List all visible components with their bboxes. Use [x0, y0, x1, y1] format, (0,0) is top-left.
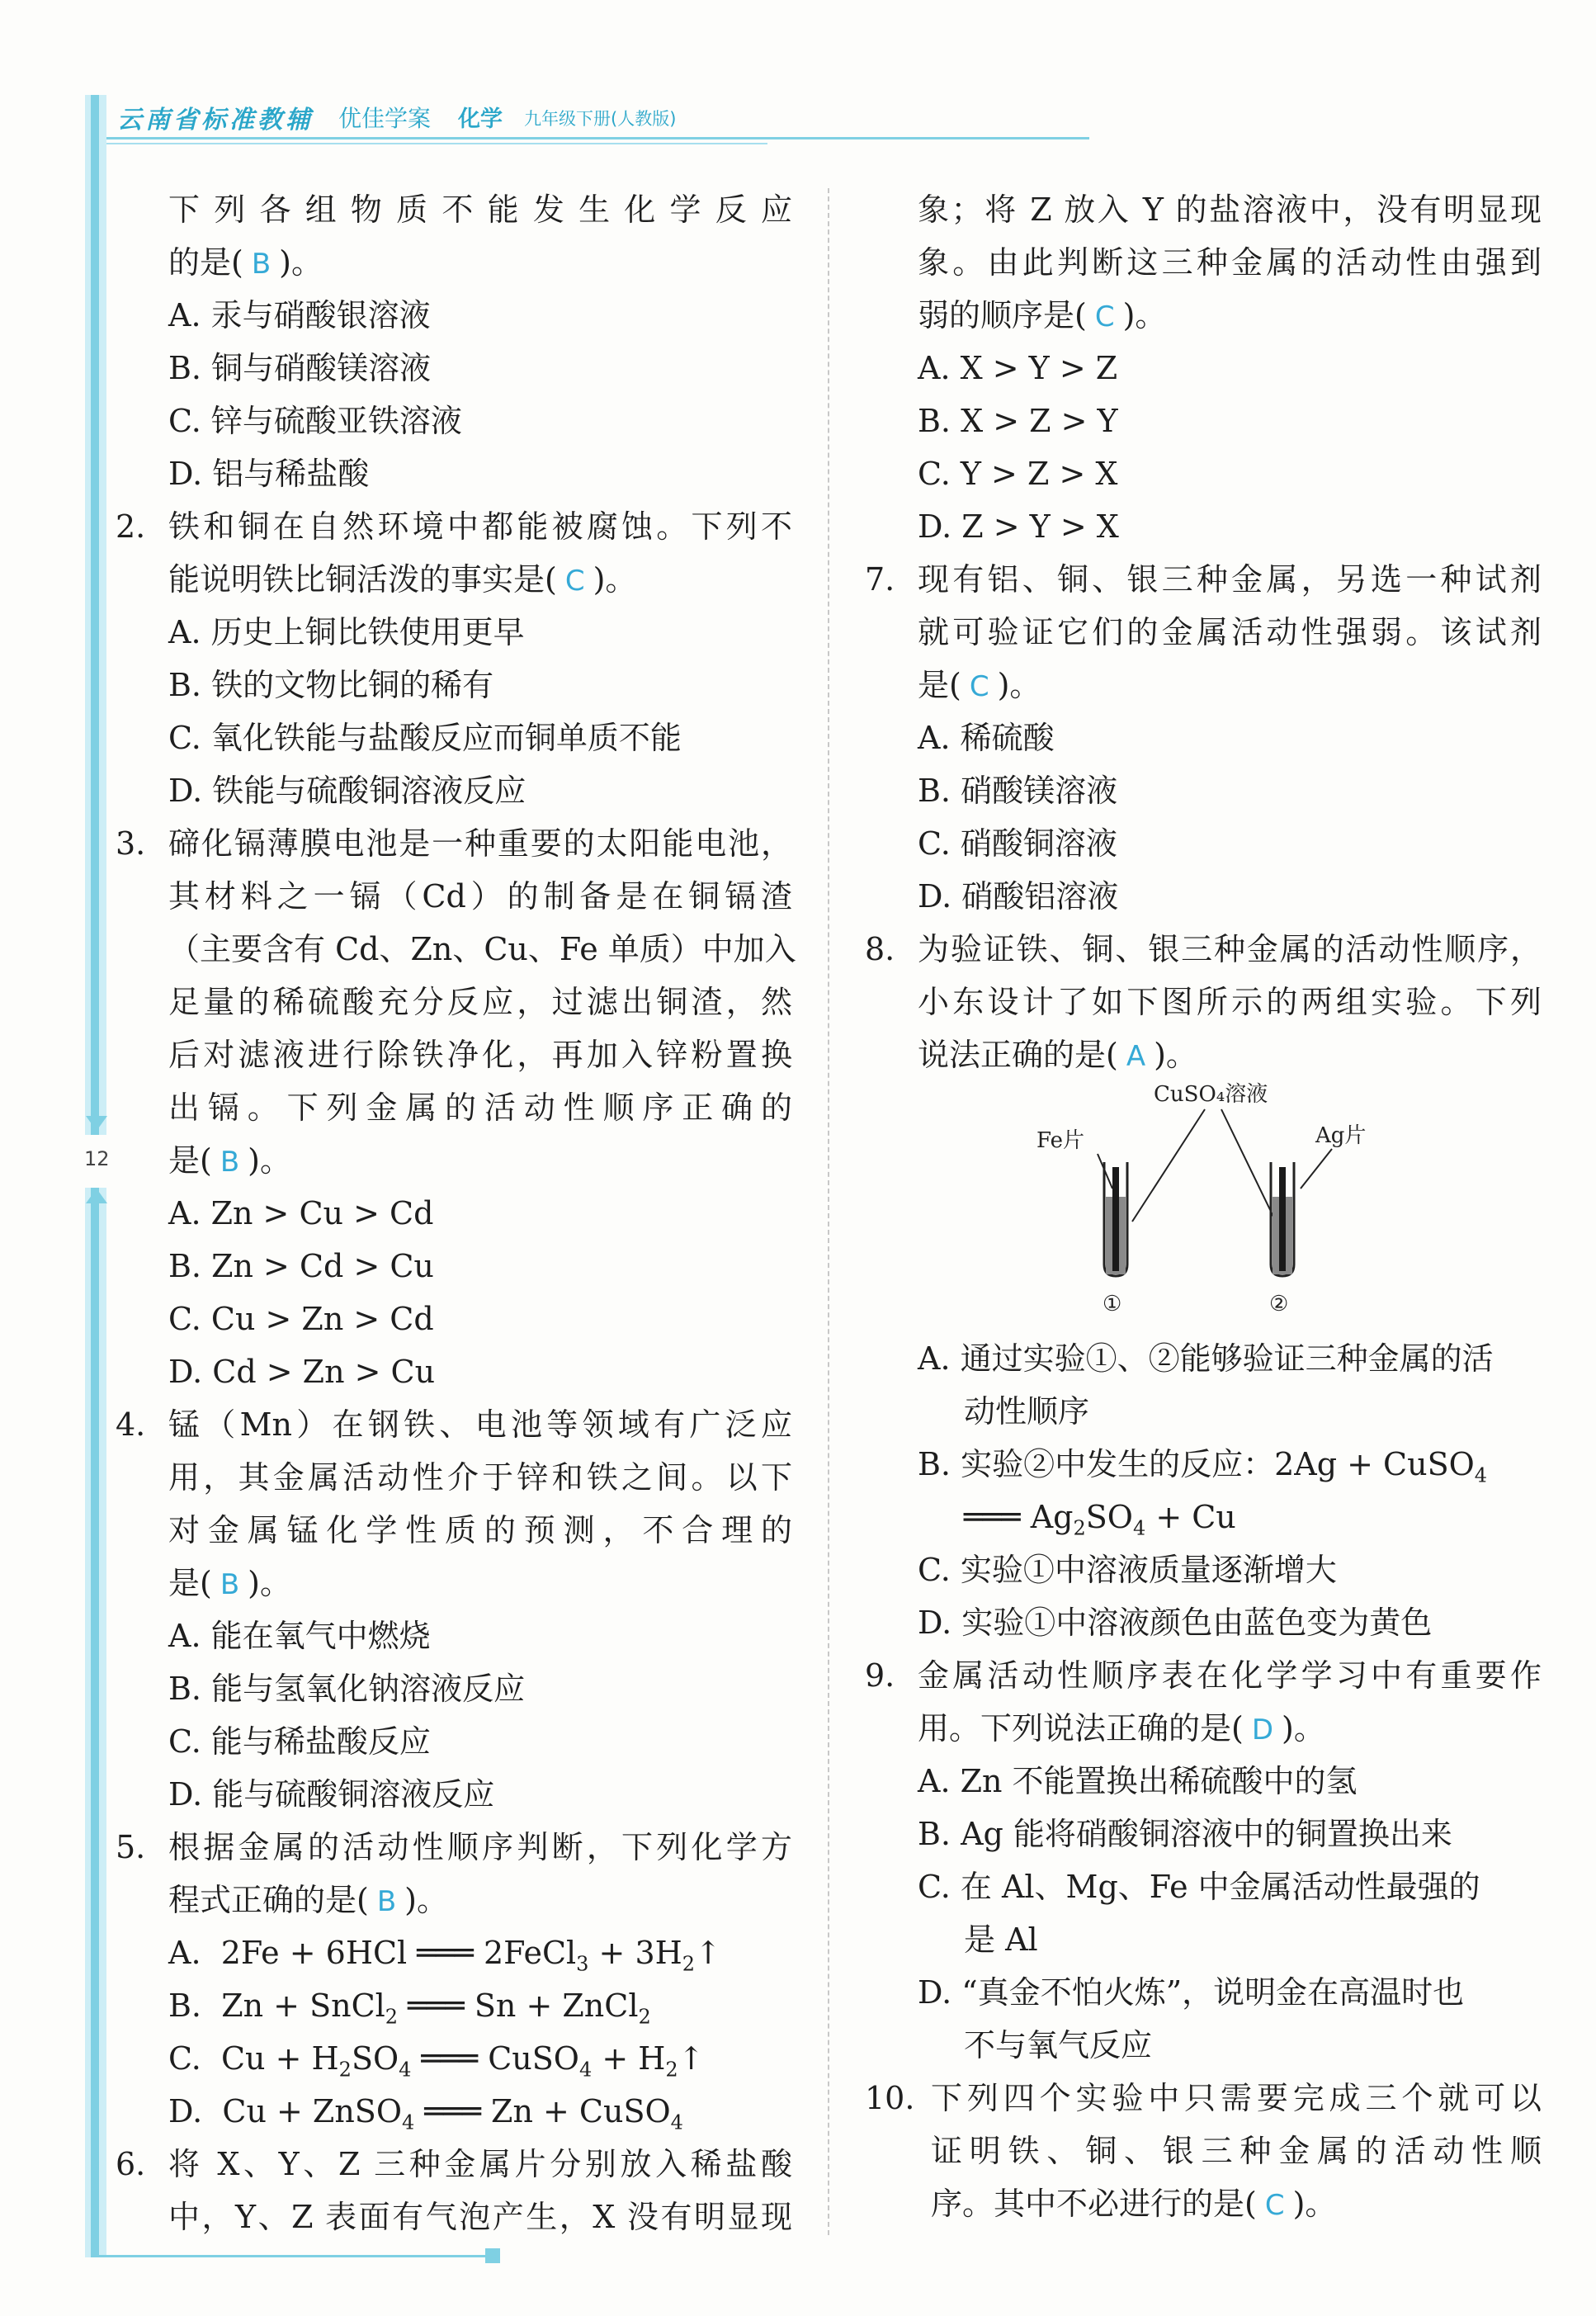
- question-number: 7.: [865, 561, 895, 598]
- cuso4-label: CuSO₄溶液: [1154, 1082, 1268, 1107]
- option-d: D. Cu + ZnSO$_4$ ═══ Zn + CuSO$_4$: [168, 2093, 683, 2134]
- question-text: 象；将 Z 放入 Y 的盐溶液中，没有明显现: [918, 191, 1542, 228]
- option-a: A. 稀硫酸: [918, 720, 1055, 756]
- option-b-cont: ═══ $Ag_2SO_4 + Cu$: [964, 1499, 1236, 1540]
- option-a-cont: 动性顺序: [964, 1393, 1090, 1430]
- question-number: 10.: [865, 2080, 915, 2116]
- fe-label: Fe片: [1036, 1128, 1085, 1153]
- question-text: 序。其中不必进行的是(: [931, 2186, 1257, 2222]
- page-marker-bottom: [86, 1189, 107, 1203]
- question-5: [116, 1821, 792, 2138]
- subject-title: 化学: [458, 106, 503, 132]
- question-text: )。: [404, 1882, 448, 1918]
- question-text: 金属活动性顺序表在化学学习中有重要作: [918, 1657, 1542, 1694]
- ag-strip: [1279, 1167, 1286, 1271]
- question-number: 9.: [865, 1657, 895, 1694]
- question-text: 将 X、Y、Z 三种金属片分别放入稀盐酸: [168, 2146, 792, 2182]
- option-a: A. X > Y > Z: [918, 350, 1118, 386]
- footer-rule: [91, 2255, 487, 2257]
- question-text: )。: [997, 667, 1041, 703]
- option-d: D. 能与硫酸铜溶液反应: [168, 1776, 495, 1813]
- page-marker-top: [86, 1116, 107, 1131]
- question-text: 锰（Mn）在钢铁、电池等领域有广泛应: [168, 1406, 792, 1443]
- option-c: C. Cu > Zn > Cd: [168, 1301, 434, 1337]
- question-text: )。: [1122, 297, 1167, 333]
- question-text: 下列四个实验中只需要完成三个就可以: [931, 2080, 1542, 2116]
- question-text: 用，其金属活动性介于锌和铁之间。以下: [168, 1459, 792, 1496]
- question-9: [865, 1649, 1542, 2072]
- answer: B: [220, 1146, 240, 1179]
- question-text: 出镉。下列金属的活动性顺序正确的: [168, 1089, 792, 1126]
- answer: C: [969, 670, 989, 703]
- ag-label: Ag片: [1315, 1123, 1367, 1148]
- question-7: [865, 553, 1542, 923]
- question-text: )。: [279, 244, 323, 281]
- header-rule: [91, 137, 1089, 139]
- question-text: 用。下列说法正确的是(: [918, 1710, 1244, 1746]
- option-d-cont: 不与氧气反应: [964, 2027, 1153, 2063]
- option-b: B. X > Z > Y: [918, 403, 1118, 439]
- book-title: 优佳学案: [338, 105, 432, 132]
- question-text: 是(: [168, 1565, 212, 1601]
- question-text: 对金属锰化学性质的预测，不合理的: [168, 1512, 792, 1548]
- answer: B: [220, 1568, 240, 1601]
- experiment-diagram: [1015, 1073, 1411, 1321]
- answer: C: [1094, 300, 1115, 333]
- question-text: 为验证铁、铜、银三种金属的活动性顺序，: [918, 931, 1542, 967]
- option-c: C. 锌与硫酸亚铁溶液: [168, 403, 462, 439]
- question-text: 下列各组物质不能发生化学反应: [168, 191, 792, 228]
- question-2: [116, 500, 792, 817]
- option-c: C. 在 Al、Mg、Fe 中金属活动性最强的: [918, 1869, 1480, 1905]
- page-number: 12: [84, 1147, 110, 1170]
- question-text: 象。由此判断这三种金属的活动性由强到: [918, 244, 1542, 281]
- answer: C: [564, 565, 585, 598]
- option-d: D. “真金不怕火炼”，说明金在高温时也: [918, 1974, 1465, 2011]
- question-text: 弱的顺序是(: [918, 297, 1087, 333]
- question-text: 中，Y、Z 表面有气泡产生，X 没有明显现: [168, 2199, 792, 2235]
- option-b: B. Zn > Cd > Cu: [168, 1248, 434, 1284]
- question-text: 证明铁、铜、银三种金属的活动性顺: [931, 2133, 1542, 2169]
- header-rule-thin: [91, 143, 767, 144]
- page-header: [91, 92, 1081, 142]
- option-b: B. 实验②中发生的反应：2Ag + CuSO$_4$: [918, 1446, 1488, 1487]
- option-d: D. 硝酸铝溶液: [918, 878, 1119, 915]
- tube-2-label: ②: [1269, 1292, 1289, 1316]
- option-a: A. 2Fe + 6HCl ═══ 2FeCl$_3$ + $3H_2↑$: [168, 1935, 721, 1976]
- option-a: A. Zn > Cu > Cd: [168, 1195, 434, 1231]
- question-text: （主要含有 Cd、Zn、Cu、Fe 单质）中加入: [168, 931, 796, 967]
- fe-strip: [1112, 1167, 1119, 1271]
- question-number: 6.: [116, 2146, 146, 2182]
- option-d: D. Cd > Zn > Cu: [168, 1354, 436, 1390]
- question-number: 3.: [116, 825, 146, 862]
- option-b: B. 铜与硝酸镁溶液: [168, 350, 432, 386]
- question-text: )。: [1282, 1710, 1325, 1746]
- question-6-start: [116, 2138, 792, 2243]
- option-c: C. 能与稀盐酸反应: [168, 1723, 431, 1760]
- option-c: C. 氧化铁能与盐酸反应而铜单质不能: [168, 720, 682, 756]
- question-text: 是(: [168, 1142, 212, 1179]
- question-10: [865, 2072, 1542, 2230]
- question-text: 现有铝、铜、银三种金属，另选一种试剂: [918, 561, 1542, 598]
- option-c: C. Y > Z > X: [918, 456, 1118, 492]
- question-text: )。: [593, 561, 637, 598]
- option-d: D. 铁能与硫酸铜溶液反应: [168, 773, 526, 809]
- answer: A: [1126, 1040, 1146, 1073]
- option-a: A. 能在氧气中燃烧: [168, 1618, 431, 1654]
- question-text: 铁和铜在自然环境中都能被腐蚀。下列不: [168, 508, 792, 545]
- question-text: 根据金属的活动性顺序判断，下列化学方: [168, 1829, 792, 1865]
- question-text: 是(: [918, 667, 961, 703]
- solution-pointer-2: [1221, 1109, 1276, 1222]
- ag-pointer: [1301, 1149, 1332, 1189]
- question-text: 后对滤液进行除铁净化，再加入锌粉置换: [168, 1037, 792, 1073]
- question-text: 其材料之一镉（Cd）的制备是在铜镉渣: [168, 878, 792, 915]
- option-a: A. 历史上铜比铁使用更早: [168, 614, 525, 650]
- question-6-end: [865, 183, 1542, 553]
- option-c-cont: 是 Al: [964, 1921, 1038, 1958]
- answer: D: [1251, 1713, 1274, 1746]
- option-b: B. 硝酸镁溶液: [918, 773, 1118, 809]
- question-text: )。: [248, 1142, 291, 1179]
- option-b: B. 能与氢氧化钠溶液反应: [168, 1671, 526, 1707]
- tube-1-label: ①: [1103, 1292, 1122, 1316]
- option-b: B. Ag 能将硝酸铜溶液中的铜置换出来: [918, 1816, 1452, 1852]
- question-number: 8.: [865, 931, 895, 967]
- answer: B: [376, 1885, 397, 1918]
- answer: B: [251, 248, 272, 281]
- option-d: D. 铝与稀盐酸: [168, 456, 370, 492]
- question-4: [116, 1398, 792, 1821]
- solution-pointer-1: [1132, 1109, 1205, 1222]
- question-text: 足量的稀硫酸充分反应，过滤出铜渣，然: [168, 984, 792, 1020]
- option-a: A. 通过实验①、②能够验证三种金属的活: [918, 1340, 1494, 1377]
- question-text: 的是(: [168, 244, 243, 281]
- option-d: D. Z > Y > X: [918, 508, 1119, 545]
- question-text: 碲化镉薄膜电池是一种重要的太阳能电池，: [168, 825, 792, 862]
- question-text: 小东设计了如下图所示的两组实验。下列: [918, 984, 1542, 1020]
- question-text: 说法正确的是(: [918, 1037, 1118, 1073]
- option-b: B. 铁的文物比铜的稀有: [168, 667, 494, 703]
- option-d: D. 实验①中溶液颜色由蓝色变为黄色: [918, 1605, 1433, 1641]
- series-title: 云南省标准教辅: [117, 106, 314, 135]
- question-text: 就可验证它们的金属活动性强弱。该试剂: [918, 614, 1542, 650]
- question-text: )。: [1154, 1037, 1197, 1073]
- question-number: 4.: [116, 1406, 146, 1443]
- footer-marker: [485, 2248, 500, 2263]
- question-3: [116, 817, 796, 1398]
- answer: C: [1264, 2189, 1285, 2222]
- question-1: [116, 183, 792, 500]
- option-a: A. Zn 不能置换出稀硫酸中的氢: [918, 1763, 1358, 1799]
- left-column: [116, 183, 796, 2243]
- grade-label: 九年级下册(人教版): [524, 109, 677, 129]
- question-text: 程式正确的是(: [168, 1882, 369, 1918]
- question-number: 2.: [116, 508, 146, 545]
- option-c: C. $Cu + H_2SO_4$ ═══ CuSO$_4$ + $H_2↑$: [168, 2040, 705, 2082]
- test-tubes-figure: [1015, 1073, 1411, 1321]
- option-c: C. 实验①中溶液质量逐渐增大: [918, 1552, 1337, 1588]
- question-text: 能说明铁比铜活泼的事实是(: [168, 561, 557, 598]
- option-c: C. 硝酸铜溶液: [918, 825, 1117, 862]
- question-number: 5.: [116, 1829, 146, 1865]
- option-a: A. 汞与硝酸银溶液: [168, 297, 431, 333]
- option-b: B. Zn + SnCl$_2$ ═══ Sn + ZnCl$_2$: [168, 1988, 651, 2029]
- question-text: )。: [248, 1565, 291, 1601]
- question-text: )。: [1292, 2186, 1337, 2222]
- column-divider: [828, 188, 829, 2235]
